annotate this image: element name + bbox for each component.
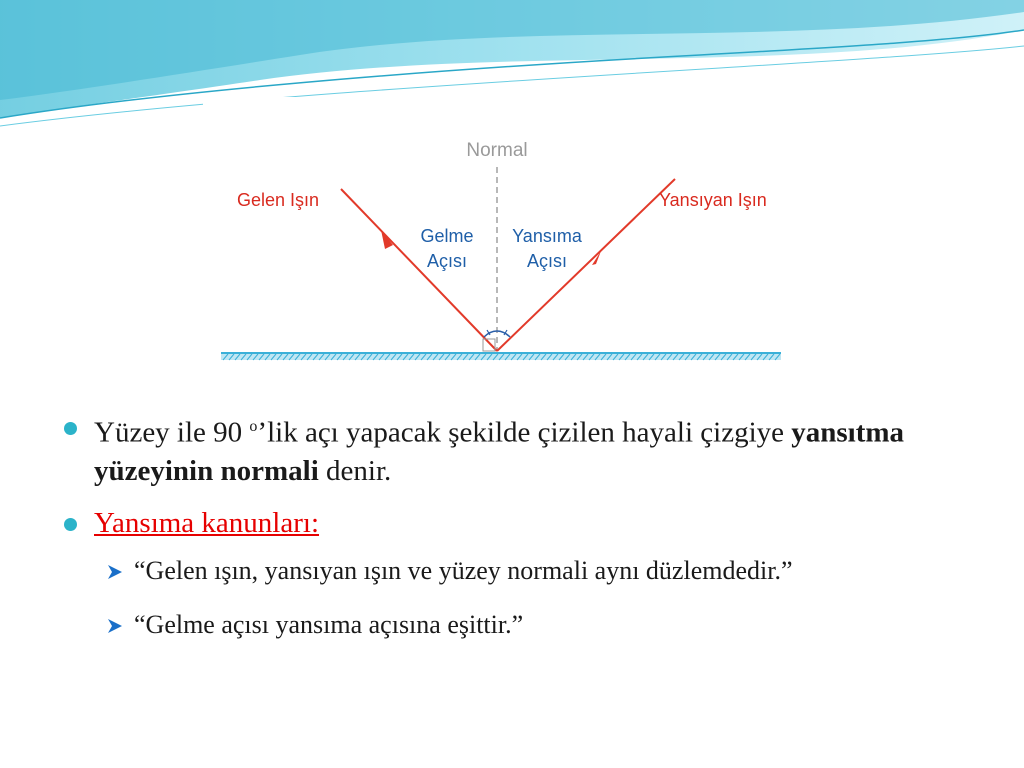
normal-label: Normal bbox=[466, 140, 528, 161]
bullet-dot-icon bbox=[64, 422, 77, 435]
reflection-diagram bbox=[203, 97, 803, 372]
reflecting-surface bbox=[221, 353, 781, 360]
bullet-item-laws-heading bbox=[62, 504, 962, 542]
bullet-list bbox=[62, 408, 962, 642]
sub-bullet-law-2: “Gelme açısı yansıma açısına eşittir.” bbox=[62, 608, 962, 642]
reflection-angle-label-line2: Açısı bbox=[526, 251, 568, 271]
bullet-item-normal-definition: Yüzey ile 90 $^o$’lik açı yapacak şekilde çizilen hayali çizgiye yansıtma yüzeyinin normali denir. bbox=[62, 408, 962, 490]
arrow-bullet-icon bbox=[106, 563, 124, 581]
laws-heading: Yansıma kanunları: bbox=[94, 506, 320, 539]
normal-definition-term: yansıtma yüzeyinin normali bbox=[94, 416, 905, 487]
incidence-angle-label-line2: Açısı bbox=[426, 251, 468, 271]
incident-ray-label: Gelen Işın bbox=[237, 190, 320, 210]
bullet-dot-icon bbox=[64, 518, 77, 531]
reflected-ray-label: Yansıyan Işın bbox=[659, 190, 767, 210]
reflection-angle-label-line1: Yansıma bbox=[512, 226, 582, 246]
arrow-bullet-icon bbox=[106, 617, 124, 635]
sub-bullet-law-1: “Gelen ışın, yansıyan ışın ve yüzey normali aynı düzlemdedir.” bbox=[62, 554, 962, 588]
incidence-angle-label-line1: Gelme bbox=[420, 226, 474, 246]
